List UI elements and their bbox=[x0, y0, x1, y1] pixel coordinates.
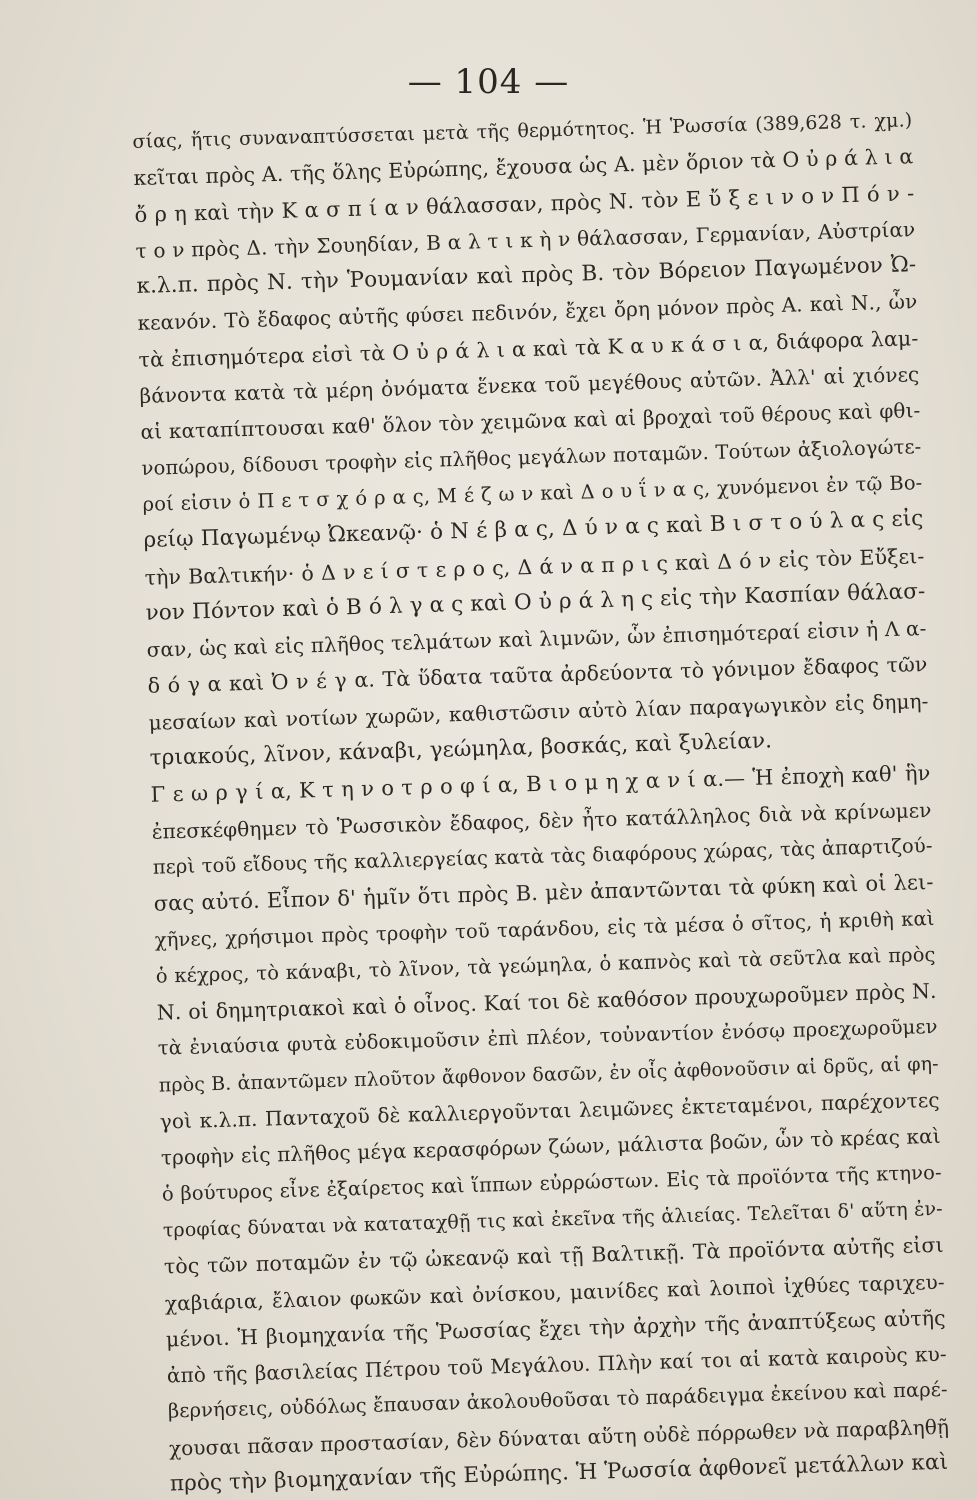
text-line: βάνοντα κατὰ τὰ μέρη ὀνόματα ἕνεκα τοῦ μεγέθους αὐτῶν. Ἀλλ' αἱ χιόνες bbox=[139, 362, 920, 408]
body-text bbox=[132, 102, 950, 1500]
text-line: ρείῳ Παγωμένῳ Ὠκεανῷ· ὁ Ν έ β α ς, Δ ύ ν α ς καὶ Β ι σ τ ο ύ λ α ς εἰς bbox=[143, 506, 924, 554]
text-line: ροί εἰσιν ὁ Π ε τ σ χ ό ρ α ς, Μ έ ζ ω ν καὶ Δ ο υ ΐ ν α ς, χυνόμενοι ἐν τῷ Βο- bbox=[142, 471, 923, 516]
text-line: γοὶ κ.λ.π. Πανταχοῦ δὲ καλλιεργοῦνται λειμῶνες ἐκτεταμένοι, παρέχοντες bbox=[159, 1087, 940, 1134]
text-line: χῆνες, χρήσιμοι πρὸς τροφὴν τοῦ ταράνδου, εἰς τὰ μέσα ὁ σῖτος, ἡ κριθὴ καὶ bbox=[154, 906, 935, 952]
text-line: νον Πόντον καὶ ὁ Β ό λ γ α ς καὶ Ο ὐ ρ ά λ η ς εἰς τὴν Κασπίαν θάλασ- bbox=[145, 578, 926, 626]
text-line: κ.λ.π. πρὸς Ν. τὴν Ῥουμανίαν καὶ πρὸς Β. τὸν Βόρειον Παγωμένον Ὠ- bbox=[136, 252, 917, 300]
text-line: τριακούς, λῖνον, κάναβι, γεώμηλα, βοσκάς, καὶ ξυλείαν. bbox=[149, 728, 773, 771]
text-line: μεσαίων καὶ νοτίων χωρῶν, καθιστῶσιν αὐτὸ λίαν παραγωγικὸν εἰς δημη- bbox=[148, 688, 929, 735]
text-line: τὰ ἐπισημότερα εἰσὶ τὰ Ο ὐ ρ ά λ ι α καὶ τὰ Κ α υ κ ά σ ι α, διάφορα λαμ- bbox=[138, 325, 919, 372]
text-line: νοπώρου, δίδουσι τροφὴν εἰς πλῆθος μεγάλων ποταμῶν. Τούτων ἀξιολογώτε- bbox=[141, 434, 922, 480]
text-line: κεῖται πρὸς Α. τῆς ὅλης Εὐρώπης, ἔχουσα ὡς Α. μὲν ὅριον τὰ Ο ὐ ρ ά λ ι α bbox=[133, 144, 914, 191]
text-line: ἀπὸ τῆς βασιλείας Πέτρου τοῦ Μεγάλου. Πλὴν καί τοι αἱ κατὰ καιροὺς κυ- bbox=[166, 1341, 947, 1388]
page-number: — 104 — bbox=[407, 62, 570, 102]
text-line: χουσαι πᾶσαν προστασίαν, δὲν δύναται αὕτη οὐδὲ πόρρωθεν νὰ παραβληθῇ bbox=[168, 1414, 950, 1461]
text-line: πρὸς Β. ἀπαντῶμεν πλοῦτον ἄφθονον δασῶν, ἐν οἷς ἀφθονοῦσιν αἱ δρῦς, αἱ φη- bbox=[158, 1052, 939, 1097]
text-line: τροφίας δύναται νὰ καταταχθῇ τις καὶ ἐκεῖνα τῆς ἁλιείας. Τελεῖται δ' αὕτη ἐν- bbox=[162, 1197, 943, 1242]
text-line: βερνήσεις, οὐδόλως ἔπαυσαν ἀκολουθοῦσαι τὸ παράδειγμα ἐκείνου καὶ παρέ- bbox=[167, 1378, 948, 1423]
text-line: χαβιάρια, ἔλαιον φωκῶν καὶ ὀνίσκου, μαινίδες καὶ λοιποὶ ἰχθύες ταριχευ- bbox=[164, 1269, 945, 1316]
text-line: πρὸς τὴν βιομηχανίαν τῆς Εὐρώπης. Ἡ Ῥωσσία ἀφθονεῖ μετάλλων καὶ bbox=[169, 1449, 949, 1497]
text-line: περὶ τοῦ εἴδους τῆς καλλιεργείας κατὰ τὰς διαφόρους χώρας, τὰς ἀπαρτιζού- bbox=[152, 833, 933, 879]
text-line: ὁ κέχρος, τὸ κάναβι, τὸ λῖνον, τὰ γεώμηλα, ὁ καπνὸς καὶ τὰ σεῦτλα καὶ πρὸς bbox=[155, 942, 936, 988]
text-line: τροφὴν εἰς πλῆθος μέγα κερασφόρων ζώων, μάλιστα βοῶν, ὧν τὸ κρέας καὶ bbox=[160, 1124, 941, 1170]
text-line: ἐπεσκέφθημεν τὸ Ῥωσσικὸν ἔδαφος, δὲν ἦτο κατάλληλος διὰ νὰ κρίνωμεν bbox=[151, 797, 932, 844]
text-line: Γ ε ω ρ γ ί α, Κ τ η ν ο τ ρ ο φ ί α, Β ι ο μ η χ α ν ί α.— Ἡ ἐποχὴ καθ' ἣν bbox=[150, 761, 931, 808]
text-line: σαν, ὡς καὶ εἰς πλῆθος τελμάτων καὶ λιμνῶν, ὧν ἐπισημότεραί εἰσιν ἡ Λ α- bbox=[146, 616, 927, 662]
text-line: τ ο ν πρὸς Δ. τὴν Σουηδίαν, Β α λ τ ι κ ὴ ν θάλασσαν, Γερμανίαν, Αὐστρίαν bbox=[135, 217, 916, 263]
text-line: ὁ βούτυρος εἶνε ἐξαίρετος καὶ ἵππων εὐρρώστων. Εἰς τὰ προϊόντα τῆς κτηνο- bbox=[161, 1160, 942, 1206]
text-line: μένοι. Ἡ βιομηχανία τῆς Ῥωσσίας ἔχει τὴν ἀρχὴν τῆς ἀναπτύξεως αὐτῆς bbox=[165, 1305, 946, 1352]
text-line: σίας, ἥτις συναναπτύσσεται μετὰ τῆς θερμότητος. Ἡ Ῥωσσία (389,628 τ. χμ.) bbox=[132, 109, 913, 153]
text-line: Ν. οἱ δημητριακοὶ καὶ ὁ οἶνος. Καί τοι δὲ καθόσον προυχωροῦμεν πρὸς Ν. bbox=[156, 979, 937, 1025]
text-line: τὴν Βαλτικήν· ὁ Δ ν ε ί σ τ ε ρ ο ς, Δ ά ν α π ρ ι ς καὶ Δ ό ν εἰς τὸν Εὔξει- bbox=[144, 543, 925, 590]
text-line: σας αὐτό. Εἶπον δ' ἡμῖν ὅτι πρὸς Β. μὲν ἀπαντῶνται τὰ φύκη καὶ οἱ λει- bbox=[153, 870, 934, 916]
text-line: δ ό γ α καὶ Ὀ ν έ γ α. Τὰ ὕδατα ταῦτα ἀρδεύοντα τὸ γόνιμον ἔδαφος τῶν bbox=[147, 652, 928, 699]
text-line: τὰ ἐνιαύσια φυτὰ εὐδοκιμοῦσιν ἐπὶ πλέον, τοὐναντίον ἐνόσῳ προεχωροῦμεν bbox=[157, 1015, 938, 1061]
text-line: κεανόν. Τὸ ἔδαφος αὐτῆς φύσει πεδινόν, ἔχει ὄρη μόνον πρὸς Α. καὶ Ν., ὧν bbox=[137, 289, 918, 336]
text-line: αἱ καταπίπτουσαι καθ' ὅλον τὸν χειμῶνα καὶ αἱ βροχαὶ τοῦ θέρους καὶ φθι- bbox=[140, 398, 921, 445]
text-line: ὄ ρ η καὶ τὴν Κ α σ π ί α ν θάλασσαν, πρὸς Ν. τὸν Ε ὔ ξ ε ι ν ο ν Π ό ν - bbox=[134, 180, 915, 227]
text-line: τὸς τῶν ποταμῶν ἐν τῷ ὠκεανῷ καὶ τῇ Βαλτικῇ. Τὰ προϊόντα αὐτῆς εἰσι bbox=[163, 1232, 944, 1279]
